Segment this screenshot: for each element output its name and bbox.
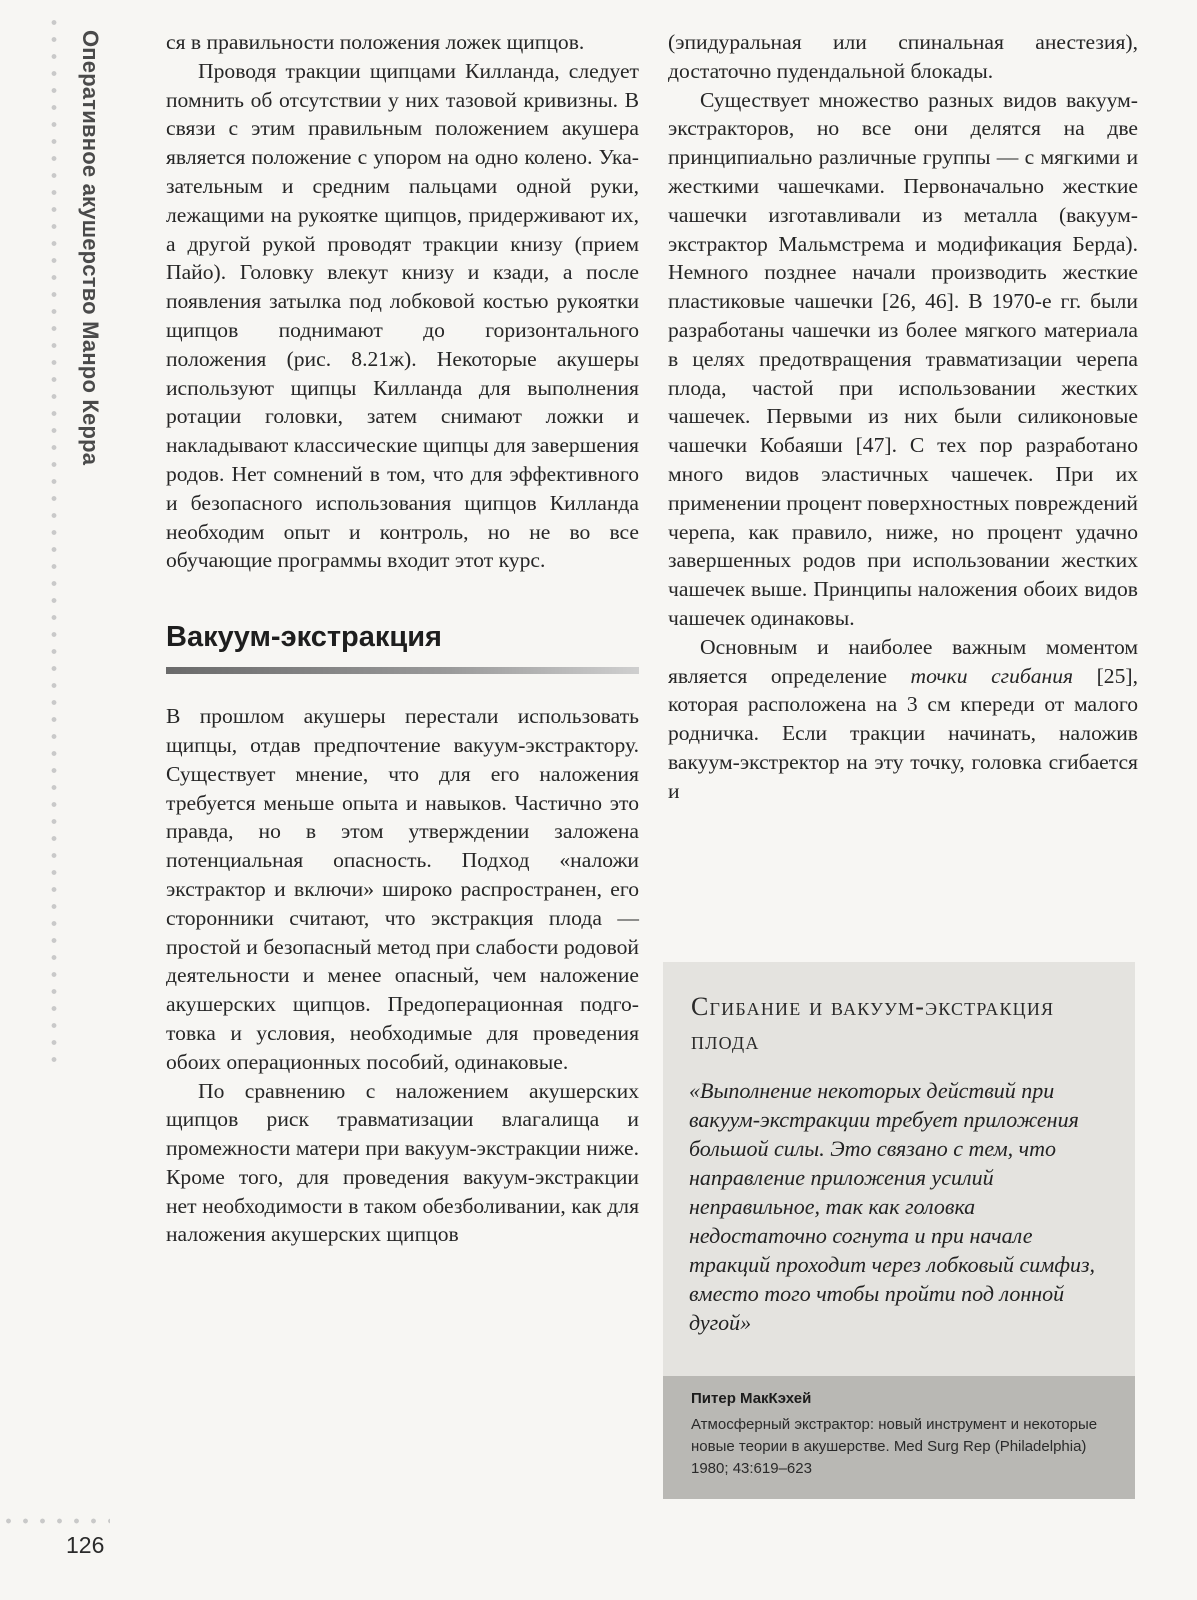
paragraph-text: Основным и наиболее важным моментом является определение	[668, 634, 1138, 688]
section-rule	[166, 667, 639, 674]
margin-dot-column	[48, 14, 60, 1074]
paragraph: По сравнению с наложением акушерских щипцов риск травматизации влагалища и промежности матери при вакуум-экстракции ниже. Кроме того, для проведения вакуум-экстракции нет необходимости в таком обезболивании, как для наложения акушерских щипцов	[166, 1078, 639, 1247]
italic-term: точки сгибания	[910, 663, 1074, 688]
quote-author: Питер МакКэхей	[691, 1390, 812, 1407]
paragraph-text: [25], которая расположена на 3 см кпереди от малого родничка. Если тракции начинать, наложив вакуум-экстректор на эту точку, головка сгибается и	[668, 663, 1138, 803]
paragraph: Проводя тракции щипцами Килланда, следует помнить об отсутствии у них тазовой кривизны. В связи с этим правильным положением акушера является положение с упором на одно колено. Указательным и средним пальцами одной руки, лежащими на рукоятке щипцов, придерживают их, а другой рукой проводят тракции книзу (прием Пайо). Головку влекут книзу и кзади, а после появления затылка под лобковой костью рукоятки щипцов поднимают до горизонтального положения (рис. 8.21ж). Некоторые акушеры используют щипцы Килланда для выполнения ротации головки, затем снимают ложки и накладывают классические щипцы для завершения родов. Нет сомнений в том, что для эффективного и безопасного использования щипцов Килланда необходим опыт и контроль, но не во все обучающие программы входит этот курс.	[166, 58, 639, 573]
margin-dot-row	[0, 1515, 110, 1527]
paragraph: Существует множество разных видов вакуум-экстракторов, но все они делятся на две принципиально различные группы — с мягкими и жесткими чашечками. Первоначально жесткие чашечки изготавливали из металла (вакуум-экстрактор Мальмстрема и модификация Берда). Немного позднее начали производить жесткие пластиковые чашечки [26, 46]. В 1970-е гг. были разработаны чашечки из более мягкого материала в целях предотвращения травматизации черепа плода, частой при использовании жестких чашечек. Первыми из них были силиконовые чашечки Кобаяши [47]. С тех пор разработано много видов эластичных чашечек. При их применении процент поверхностных повреждений черепа, как правило, ниже, но процент удачно завершенных родов при использовании жестких чашечек выше. Принципы наложения обоих видов чашечек одинаковы.	[668, 87, 1138, 630]
running-head: Оперативное акушерство Манро Керра	[78, 30, 103, 466]
page-number: 126	[66, 1532, 105, 1558]
paragraph: ся в правильности положения ложек щипцов.	[166, 30, 585, 54]
quote-box	[663, 962, 1135, 1499]
paragraph	[668, 633, 1138, 806]
box-footer	[663, 1376, 1135, 1499]
quote-source: Атмосферный экстрактор: новый инструмент и некоторые новые теории в акушерстве. Med Surg Rep (Philadelphia) 1980; 43:619–623	[691, 1416, 1098, 1477]
paragraph: (эпидуральная или спинальная анестезия), достаточно пудендальной блокады.	[668, 30, 1138, 83]
paragraph: В прошлом акушеры перестали использовать щипцы, отдав предпочтение вакуум-экстрактору. Существует мнение, что для его наложения требуется меньше опыта и навыков. Частично это правда, но в этом утверждении заложена потенциальная опасность. Подход «наложи экстрактор и включи» широко распространен, его сторонники считают, что экстракция плода — простой и безопасный метод при слабости родовой деятельности и менее опасный, чем наложение акушерских щипцов. Предоперационная подготовка и условия, необходимые для проведения обоих операционных пособий, одинаковые.	[166, 704, 639, 1074]
box-quote: «Выполнение некоторых действий при вакуум-экстракции требует приложения большой силы. Это связано с тем, что направление приложения усилий неправильное, так как головка недостаточно согнута и при начале тракций проходит через лобковый симфиз, вместо того чтобы пройти под лонной дугой»	[689, 1078, 1096, 1335]
section-title: Вакуум-экстракция	[166, 621, 442, 654]
right-column	[668, 28, 1138, 806]
box-title: Сгибание и вакуум-экстракция плода	[691, 992, 1055, 1055]
left-column	[166, 28, 639, 1249]
